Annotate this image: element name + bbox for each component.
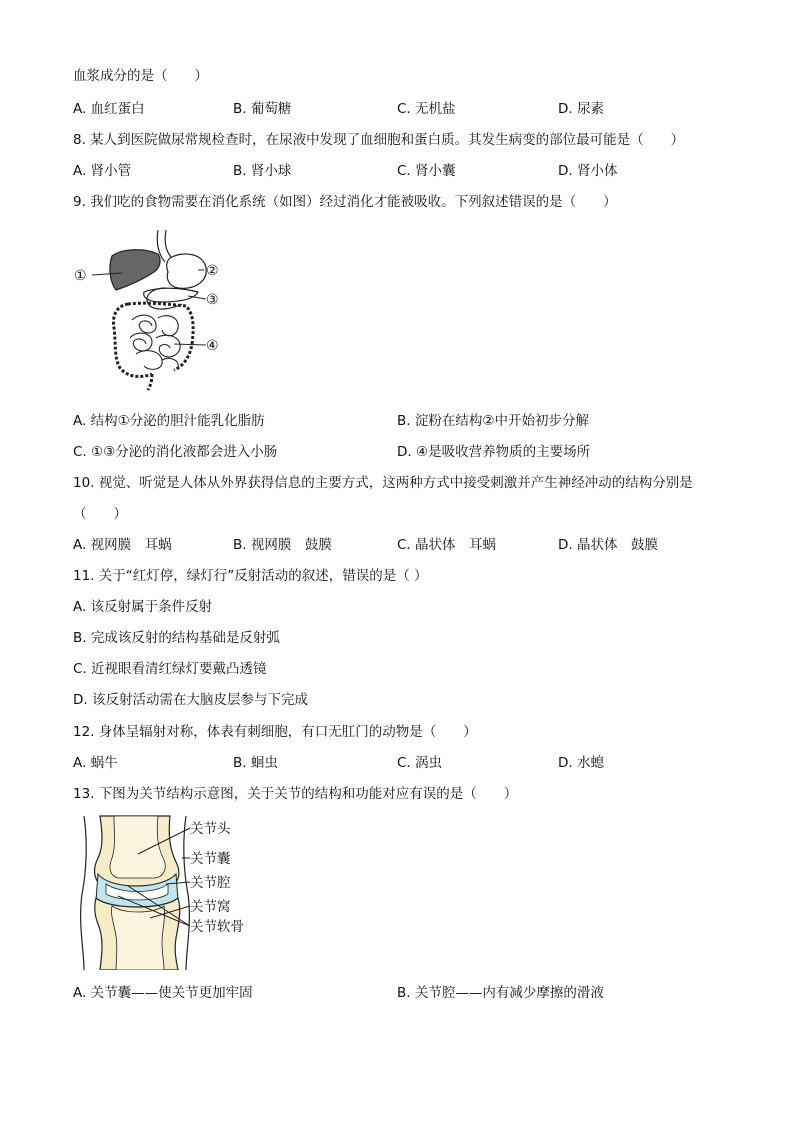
q11-option-a[interactable]: A. 该反射属于条件反射: [73, 599, 213, 615]
figure-label-joint-head: 关节头: [190, 821, 231, 837]
figure-label-1: ①: [74, 268, 87, 284]
q9-option-d[interactable]: D. ④是吸收营养物质的主要场所: [397, 444, 591, 460]
q7-option-b[interactable]: B. 葡萄糖: [233, 101, 292, 117]
q10-option-d[interactable]: D. 晶状体 鼓膜: [558, 537, 658, 553]
q12-option-d[interactable]: D. 水螅: [558, 755, 604, 771]
q8-option-b[interactable]: B. 肾小球: [233, 163, 292, 179]
q12-stem: 12. 身体呈辐射对称，体表有刺细胞，有口无肛门的动物是（ ）: [73, 724, 477, 740]
figure-label-4: ④: [206, 338, 219, 354]
joint-structure-figure: [78, 814, 268, 970]
q11-option-c[interactable]: C. 近视眼看清红绿灯要戴凸透镜: [73, 661, 267, 677]
q10-stem-line1: 10. 视觉、听觉是人体从外界获得信息的主要方式，这两种方式中接受刺激并产生神经冲动的结构分别是: [73, 475, 693, 491]
figure-label-3: ③: [206, 292, 219, 308]
joint-head-shape: [110, 816, 165, 878]
q10-stem-line2: （ ）: [73, 506, 127, 522]
figure-label-joint-socket: 关节窝: [190, 899, 231, 915]
q9-stem: 9. 我们吃的食物需要在消化系统（如图）经过消化才能被吸收。下列叙述错误的是（ ）: [73, 194, 617, 210]
q10-option-b[interactable]: B. 视网膜 鼓膜: [233, 537, 332, 553]
q11-option-b[interactable]: B. 完成该反射的结构基础是反射弧: [73, 630, 280, 646]
q9-option-c[interactable]: C. ①③分泌的消化液都会进入小肠: [73, 444, 278, 460]
q7-option-a[interactable]: A. 血红蛋白: [73, 101, 145, 117]
q8-option-c[interactable]: C. 肾小囊: [397, 163, 456, 179]
q7-stem-tail: 血浆成分的是（ ）: [73, 68, 208, 84]
figure-label-joint-cavity: 关节腔: [190, 875, 231, 891]
q13-option-b[interactable]: B. 关节腔——内有减少摩擦的滑液: [397, 985, 604, 1001]
q11-option-d[interactable]: D. 该反射活动需在大脑皮层参与下完成: [73, 692, 308, 708]
q13-stem: 13. 下图为关节结构示意图，关于关节的结构和功能对应有误的是（ ）: [73, 786, 518, 802]
q9-option-b[interactable]: B. 淀粉在结构②中开始初步分解: [397, 413, 589, 429]
q9-option-a[interactable]: A. 结构①分泌的胆汁能乳化脂肪: [73, 413, 265, 429]
q8-option-a[interactable]: A. 肾小管: [73, 163, 132, 179]
liver-shape: [110, 250, 160, 290]
q12-option-a[interactable]: A. 蜗牛: [73, 755, 118, 771]
q12-option-b[interactable]: B. 蛔虫: [233, 755, 278, 771]
figure-label-2: ②: [206, 263, 219, 279]
digestive-system-figure: [70, 228, 230, 393]
q8-stem: 8. 某人到医院做尿常规检查时，在尿液中发现了血细胞和蛋白质。其发生病变的部位最可能是（ ）: [73, 132, 685, 148]
q8-option-d[interactable]: D. 肾小体: [558, 163, 618, 179]
large-intestine-shape: [114, 303, 194, 376]
q11-stem: 11. 关于“红灯停，绿灯行”反射活动的叙述，错误的是（ ）: [73, 568, 428, 584]
stomach-shape: [167, 254, 207, 288]
pancreas-shape: [144, 288, 198, 302]
q10-option-a[interactable]: A. 视网膜 耳蜗: [73, 537, 172, 553]
q12-option-c[interactable]: C. 涡虫: [397, 755, 443, 771]
q7-option-c[interactable]: C. 无机盐: [397, 101, 456, 117]
q10-option-c[interactable]: C. 晶状体 耳蜗: [397, 537, 497, 553]
small-intestine-shape: [130, 315, 180, 369]
q13-option-a[interactable]: A. 关节囊——使关节更加牢固: [73, 985, 253, 1001]
figure-label-joint-cartilage: 关节软骨: [190, 919, 244, 935]
q7-option-d[interactable]: D. 尿素: [558, 101, 604, 117]
figure-label-joint-capsule: 关节囊: [190, 851, 231, 867]
